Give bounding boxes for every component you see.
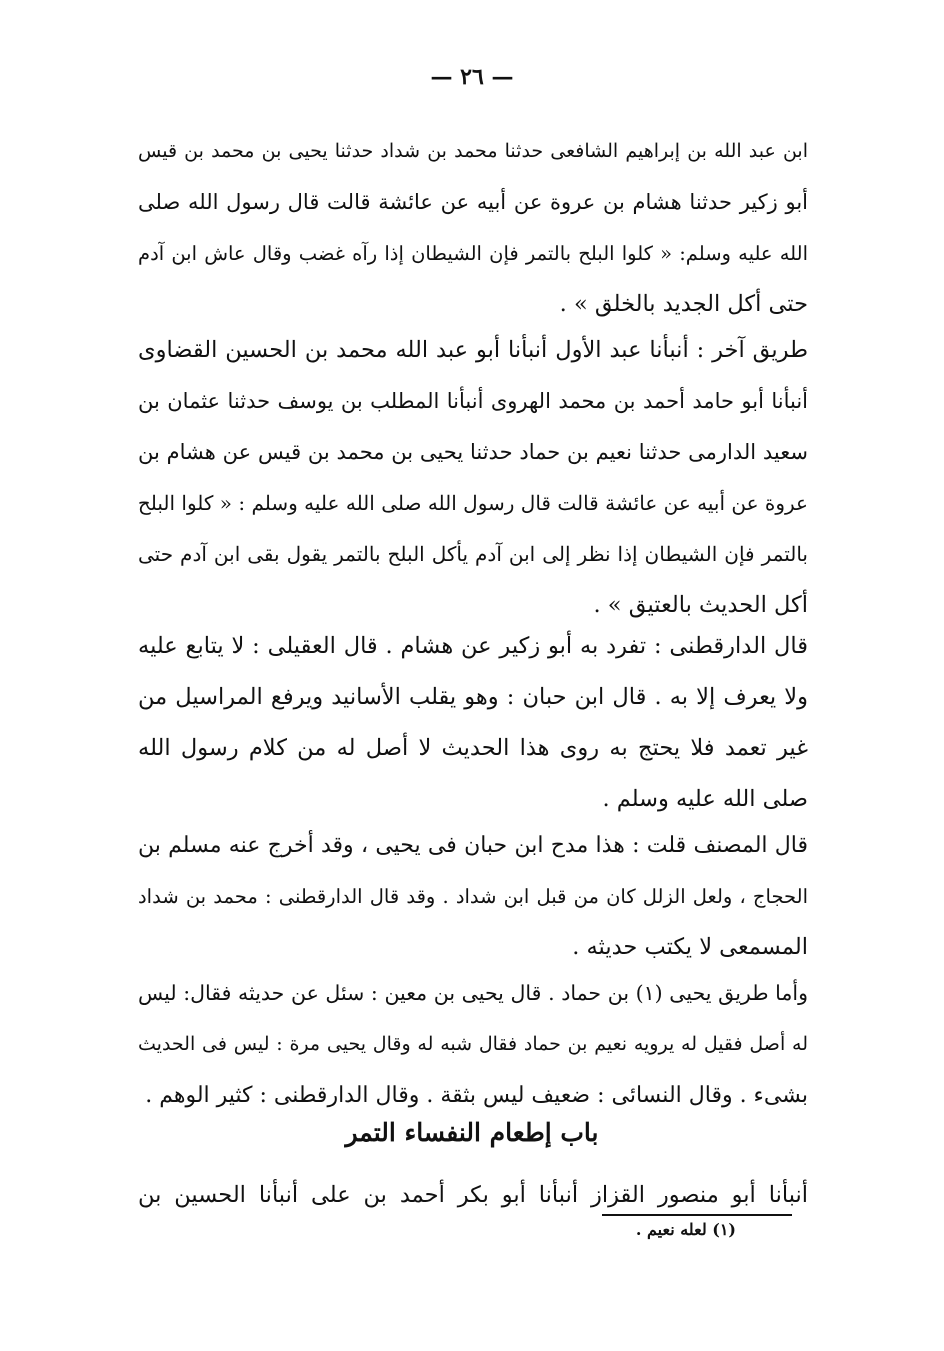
text-line: طريق آخر : أنبأنا عبد الأول أنبأنا أبو عبد الله محمد بن الحسين القضاوى (138, 337, 808, 363)
text-line: بالتمر فإن الشيطان إذا نظر إلى ابن آدم يأكل البلح بالتمر يقول بقى ابن آدم حتى (138, 542, 808, 566)
text-line: عروة عن أبيه عن عائشة قالت قال رسول الله صلى الله عليه وسلم : « كلوا البلح (137, 491, 808, 515)
text-line: غير تعمد فلا يحتج به روى هذا الحديث لا أصل له من كلام رسول الله (138, 735, 808, 761)
footnote-divider (602, 1214, 792, 1216)
text-line: قال المصنف قلت : هذا مدح ابن حبان فى يحيى ، وقد أخرج عنه مسلم بن (138, 833, 808, 858)
text-line: أبو زكير حدثنا هشام بن عروة عن أبيه عن عائشة قالت قال رسول الله صلى (138, 190, 808, 214)
text-line: بشىء . وقال النسائى : ضعيف ليس بثقة . وقال الدارقطنى : كثير الوهم . (145, 1083, 808, 1108)
page-number: — ٢٦ — (430, 64, 514, 90)
text-line: الله عليه وسلم: « كلوا البلح بالتمر فإن الشيطان إذا رآه غضب وقال عاش ابن آدم (138, 242, 808, 265)
text-line: أنبأنا أبو منصور القزاز أنبأنا أبو بكر أحمد بن على أنبأنا الحسين بن (138, 1182, 808, 1208)
text-line: حتى أكل الجديد بالخلق » . (559, 291, 808, 317)
text-line: له أصل فقيل له يرويه نعيم بن حماد فقال شبه له وقال يحيى مرة : ليس فى الحديث (138, 1033, 808, 1055)
text-line: أنبأنا أبو حامد أحمد بن محمد الهروى أنبأنا المطلب بن يوسف حدثنا عثمان بن (138, 389, 808, 413)
text-line: سعيد الدارمى حدثنا نعيم بن حماد حدثنا يحيى بن محمد بن قيس عن هشام بن (138, 440, 808, 464)
paragraph-daraqutni-critique (138, 621, 808, 825)
paragraph-yahya-chain (138, 968, 808, 1121)
text-line: الحجاج ، ولعل الزلل كان من قبل ابن شداد . وقد قال الدارقطنى : محمد بن شداد (138, 885, 808, 908)
text-line: صلى الله عليه وسلم . (602, 786, 808, 812)
paragraph-second-chain (138, 325, 808, 631)
text-line: أكل الحديث بالعتيق » . (593, 592, 808, 618)
paragraph-author-comment (138, 820, 808, 973)
footnote: (١) لعله نعيم . (635, 1220, 736, 1239)
text-line: المسمعى لا يكتب حديثه . (572, 934, 808, 960)
text-line: وأما طريق يحيى (١) بن حماد . قال يحيى بن معين : سئل عن حديثه فقال: ليس (138, 981, 808, 1005)
chapter-heading: باب إطعام النفساء التمر (345, 1118, 599, 1147)
text-line: ابن عبد الله بن إبراهيم الشافعى حدثنا محمد بن شداد حدثنا يحيى بن محمد بن قيس (138, 140, 808, 162)
paragraph-hadith-first-chain (138, 126, 808, 330)
text-line: ولا يعرف إلا به . قال ابن حبان : وهو يقلب الأسانيد ويرفع المراسيل من (138, 684, 808, 710)
text-line: قال الدارقطنى : تفرد به أبو زكير عن هشام . قال العقيلى : لا يتابع عليه (138, 633, 808, 659)
